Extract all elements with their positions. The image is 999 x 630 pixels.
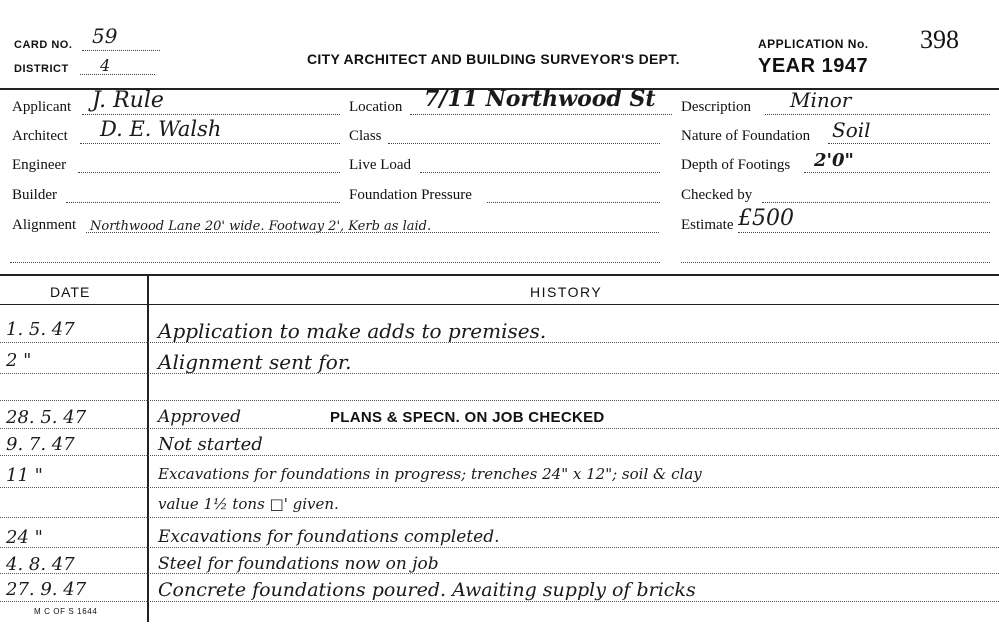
history-date: 28. 5. 47: [6, 407, 87, 428]
location-label: Location: [349, 99, 403, 115]
location-value: 7/11 Northwood St: [424, 86, 656, 112]
nature-of-foundation-label: Nature of Foundation: [681, 128, 811, 144]
table-row: [0, 317, 999, 345]
history-entry: Steel for foundations now on job: [158, 554, 439, 574]
depth-of-footings-label: Depth of Footings: [681, 157, 791, 173]
history-date: 2 ": [6, 350, 32, 371]
history-date: 4. 8. 47: [6, 554, 75, 575]
card-no-value: 59: [92, 24, 118, 48]
description-value: Minor: [790, 88, 852, 112]
history-date: 11 ": [6, 465, 43, 486]
history-date: 9. 7. 47: [6, 434, 75, 455]
table-row: [0, 552, 999, 580]
depth-of-footings-value: 2'0": [814, 150, 854, 171]
history-entry: Approved: [158, 407, 241, 427]
table-row: [0, 348, 999, 376]
history-entry: Alignment sent for.: [158, 350, 352, 374]
card-no-label: CARD NO.: [14, 39, 73, 51]
history-entry: Excavations for foundations in progress; trenches 24" x 12"; soil & clay: [158, 465, 702, 483]
table-row: [0, 525, 999, 553]
history-entry: Not started: [158, 434, 263, 455]
history-entry: value 1½ tons □' given.: [158, 495, 339, 513]
district-value: 4: [100, 56, 111, 75]
applicant-label: Applicant: [12, 99, 72, 115]
year-label: YEAR 1947: [758, 55, 869, 77]
history-date: 24 ": [6, 527, 43, 548]
history-date: 27. 9. 47: [6, 579, 87, 600]
architect-label: Architect: [12, 128, 68, 144]
application-no: 398: [920, 25, 959, 54]
department-title: CITY ARCHITECT AND BUILDING SURVEYOR'S DEPT.: [307, 51, 680, 67]
history-entry: Application to make adds to premises.: [158, 319, 547, 343]
history-table: [0, 305, 999, 605]
approval-stamp: PLANS & SPECN. ON JOB CHECKED: [330, 409, 605, 426]
alignment-value: Northwood Lane 20' wide. Footway 2', Kerb as laid.: [90, 219, 432, 234]
checked-by-label: Checked by: [681, 187, 753, 203]
builder-label: Builder: [12, 187, 57, 203]
district-label: DISTRICT: [14, 63, 69, 75]
estimate-label: Estimate: [681, 217, 734, 233]
history-date: 1. 5. 47: [6, 319, 75, 340]
history-column-header: HISTORY: [530, 284, 603, 300]
form-code: M C OF S 1644: [34, 607, 98, 616]
alignment-label: Alignment: [12, 217, 77, 233]
history-entry: Excavations for foundations completed.: [158, 527, 500, 547]
history-entry: Concrete foundations poured. Awaiting supply of bricks: [158, 579, 696, 601]
description-label: Description: [681, 99, 751, 115]
foundation-pressure-label: Foundation Pressure: [349, 187, 472, 203]
applicant-value: J. Rule: [92, 88, 164, 113]
class-label: Class: [349, 128, 382, 144]
live-load-label: Live Load: [349, 157, 412, 173]
architect-value: D. E. Walsh: [100, 117, 222, 141]
nature-of-foundation-value: Soil: [832, 118, 871, 142]
estimate-value: £500: [738, 206, 794, 231]
date-column-header: DATE: [50, 284, 91, 300]
engineer-label: Engineer: [12, 157, 67, 173]
application-no-label: APPLICATION No.: [758, 37, 869, 51]
